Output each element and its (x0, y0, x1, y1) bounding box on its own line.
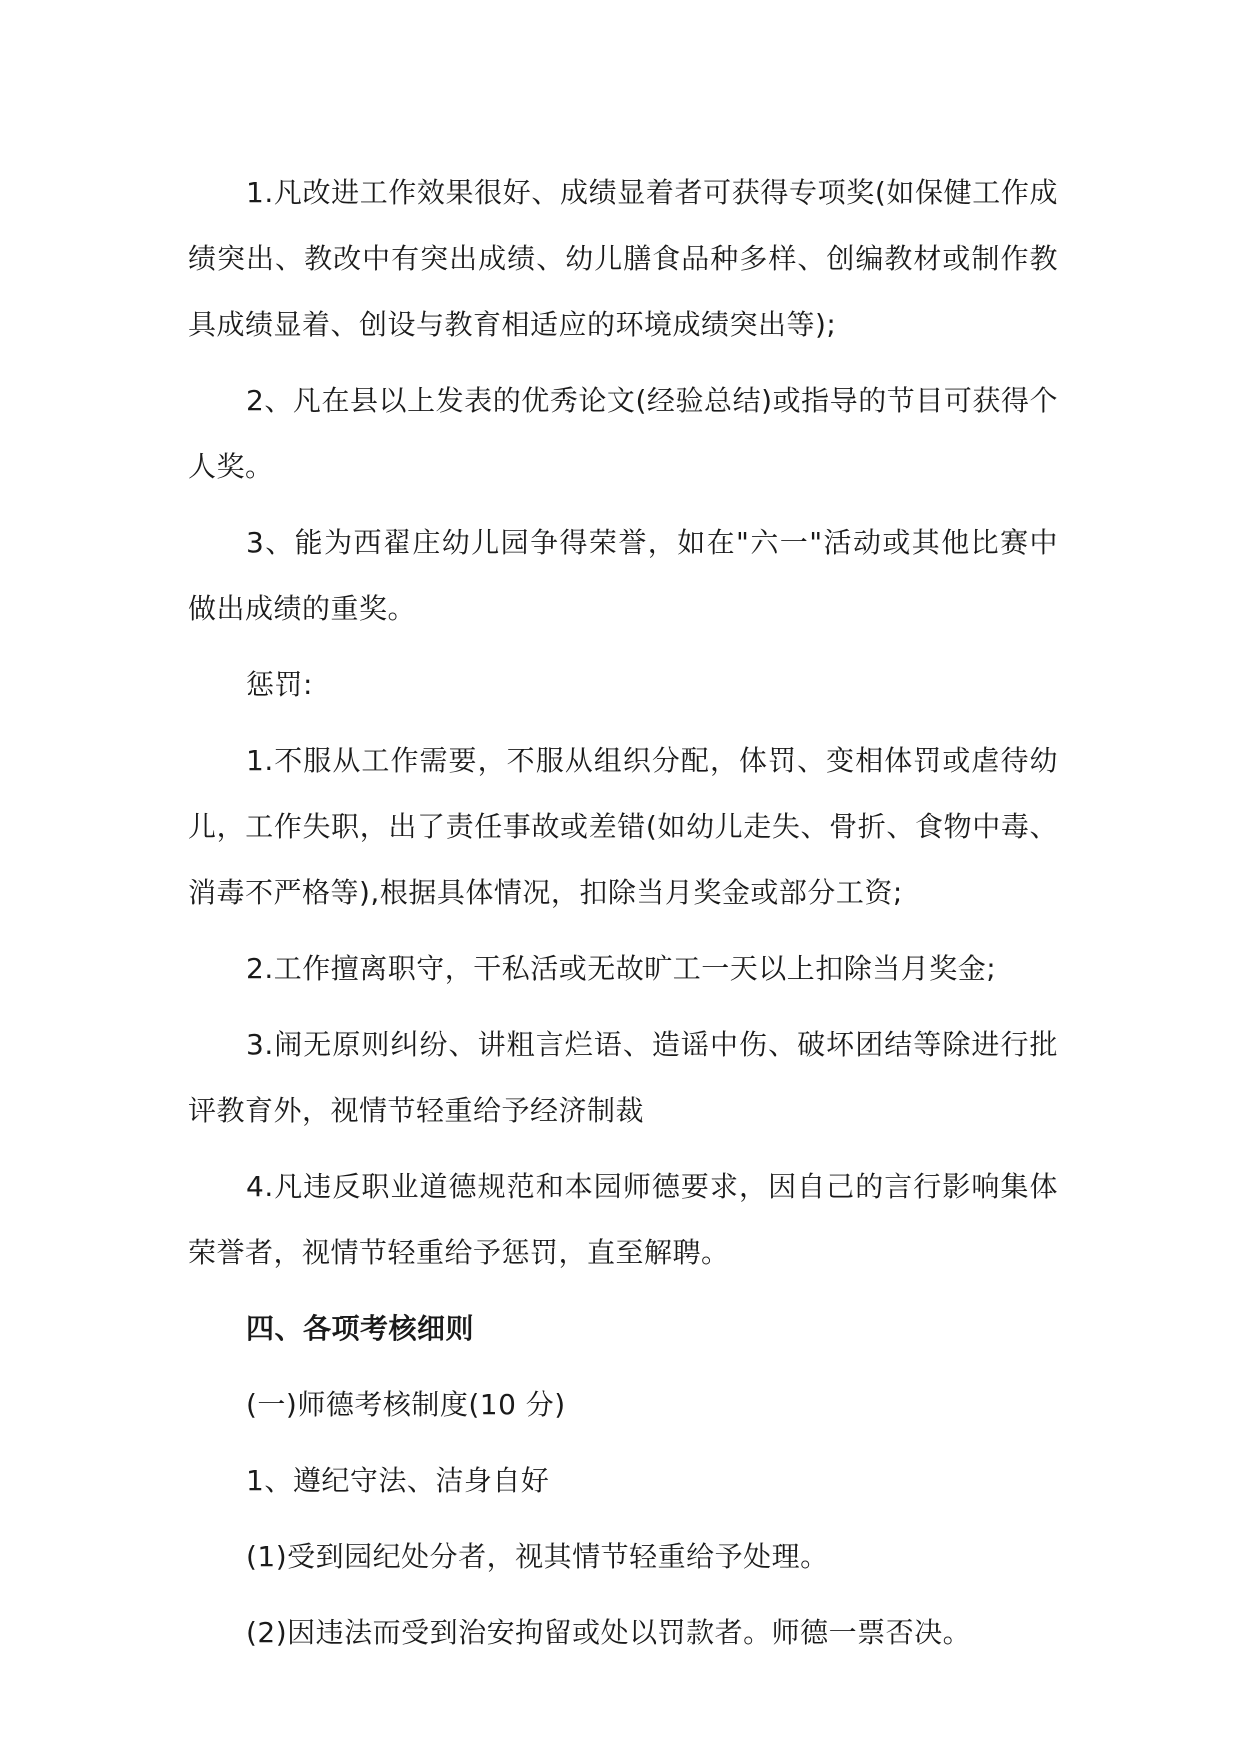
section-heading: 四、各项考核细则 (246, 1312, 475, 1345)
rule-item-1: 1、遵纪守法、洁身自好 (246, 1464, 550, 1497)
penalty-item-1: 1.不服从工作需要，不服从组织分配，体罚、变相体罚或虐待幼儿，工作失职，出了责任事故或差错(如幼儿走失、骨折、食物中毒、消毒不严格等),根据具体情况，扣除当月奖金或部分工资; (188, 744, 1058, 909)
penalty-item-2: 2.工作擅离职守，干私活或无故旷工一天以上扣除当月奖金; (246, 952, 997, 985)
penalty-item-3: 3.闹无原则纠纷、讲粗言烂语、造谣中伤、破坏团结等除进行批评教育外，视情节轻重给予经济制裁 (188, 1028, 1058, 1127)
reward-item-3: 3、能为西翟庄幼儿园争得荣誉，如在"六一"活动或其他比赛中做出成绩的重奖。 (188, 526, 1058, 625)
rule-subitem-2: (2)因违法而受到治安拘留或处以罚款者。师德一票否决。 (246, 1616, 972, 1649)
penalty-heading: 惩罚: (246, 668, 313, 701)
document-body (188, 160, 1058, 1676)
reward-item-1: 1.凡改进工作效果很好、成绩显着者可获得专项奖(如保健工作成绩突出、教改中有突出成绩、幼儿膳食品种多样、创编教材或制作教具成绩显着、创设与教育相适应的环境成绩突出等); (188, 176, 1058, 341)
penalty-item-4: 4.凡违反职业道德规范和本园师德要求，因自己的言行影响集体荣誉者，视情节轻重给予惩罚，直至解聘。 (188, 1170, 1058, 1269)
subsection-heading: (一)师德考核制度(10 分) (246, 1388, 566, 1421)
rule-subitem-1: (1)受到园纪处分者，视其情节轻重给予处理。 (246, 1540, 829, 1573)
reward-item-2: 2、凡在县以上发表的优秀论文(经验总结)或指导的节目可获得个人奖。 (188, 384, 1058, 483)
